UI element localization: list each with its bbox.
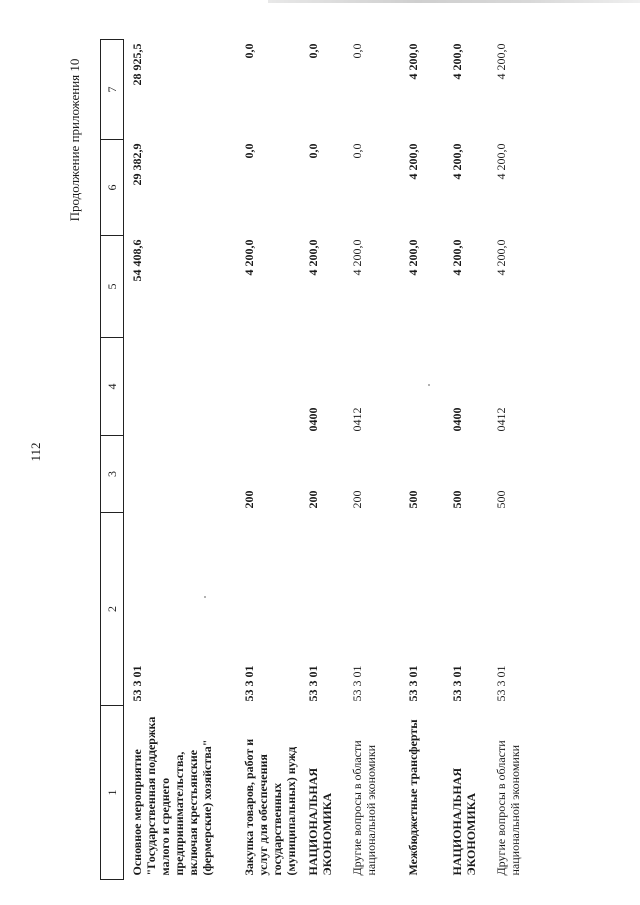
row-vr: 200 [350,490,364,509]
row-value-col5: 4 200,0 [350,239,364,276]
row-value-col7: 0,0 [350,43,364,59]
row-value-col5: 4 200,0 [306,239,320,276]
header-col-2: 2 [101,513,124,706]
rotated-table-sheet [100,40,560,880]
row-vr: 500 [450,490,464,509]
row-csr: 53 3 01 [306,665,320,702]
row-value-col7: 4 200,0 [406,43,420,80]
row-csr: 53 3 01 [350,665,364,702]
row-rz [124,338,237,436]
row-rz: 0400 [450,407,464,432]
budget-table [100,39,544,880]
scan-artifact-line [268,0,640,3]
row-csr: 53 3 01 [406,665,420,702]
row-value-col7: 4 200,0 [494,43,508,80]
header-col-1: 1 [101,706,124,880]
row-value-col5: 4 200,0 [450,239,464,276]
continuation-caption: Продолжение приложения 10 [67,58,82,222]
header-col-6: 6 [101,140,124,236]
row-value-col7: 0,0 [242,43,256,59]
table-row [400,40,444,880]
table-row [236,40,300,880]
row-vr: 500 [494,490,508,509]
row-csr: 53 3 01 [130,665,144,702]
table-row [488,40,544,880]
row-name: Закупка товаров, работ и услуг для обеспечения государственных (муниципальных) нужд [242,738,298,876]
row-vr: 500 [406,490,420,509]
row-value-col6: 0,0 [242,143,256,159]
row-value-col7: 28 925,5 [130,43,144,86]
scan-speck [204,596,206,598]
row-value-col6: 4 200,0 [406,143,420,180]
row-rz: 0412 [494,407,508,432]
row-value-col6: 4 200,0 [450,143,464,180]
row-vr [124,436,237,513]
row-rz: 0412 [350,407,364,432]
header-col-4: 4 [101,338,124,436]
row-vr: 200 [306,490,320,509]
row-value-col5: 4 200,0 [494,239,508,276]
row-value-col6: 0,0 [350,143,364,159]
row-value-col6: 4 200,0 [494,143,508,180]
row-value-col5: 4 200,0 [242,239,256,276]
row-value-col6: 0,0 [306,143,320,159]
row-name: Основное мероприятие "Государственная поддержка малого и среднего предпринимательства, включая крестьянские (фермерские) хозяйства" [130,716,214,876]
row-name: Межбюджетные трансферты [406,719,420,876]
row-value-col6: 29 382,9 [130,143,144,186]
row-csr: 53 3 01 [494,665,508,702]
table-row [300,40,344,880]
row-csr: 53 3 01 [242,665,256,702]
row-name: НАЦИОНАЛЬНАЯ ЭКОНОМИКА [306,767,334,876]
row-rz [400,338,444,436]
row-name: Другие вопросы в области национальной экономики [350,740,378,876]
scan-speck [428,384,430,386]
header-col-3: 3 [101,436,124,513]
header-row [101,40,124,880]
table-row [444,40,488,880]
table-row [124,40,237,880]
header-col-7: 7 [101,40,124,140]
row-rz [236,338,300,436]
row-name: Другие вопросы в области национальной экономики [494,740,522,876]
row-value-col7: 4 200,0 [450,43,464,80]
row-value-col5: 4 200,0 [406,239,420,276]
row-value-col7: 0,0 [306,43,320,59]
page-number: 112 [28,442,43,462]
row-rz: 0400 [306,407,320,432]
header-col-5: 5 [101,236,124,338]
row-vr: 200 [242,490,256,509]
row-name: НАЦИОНАЛЬНАЯ ЭКОНОМИКА [450,767,478,876]
table-row [344,40,400,880]
row-csr: 53 3 01 [450,665,464,702]
row-value-col5: 54 408,6 [130,239,144,282]
